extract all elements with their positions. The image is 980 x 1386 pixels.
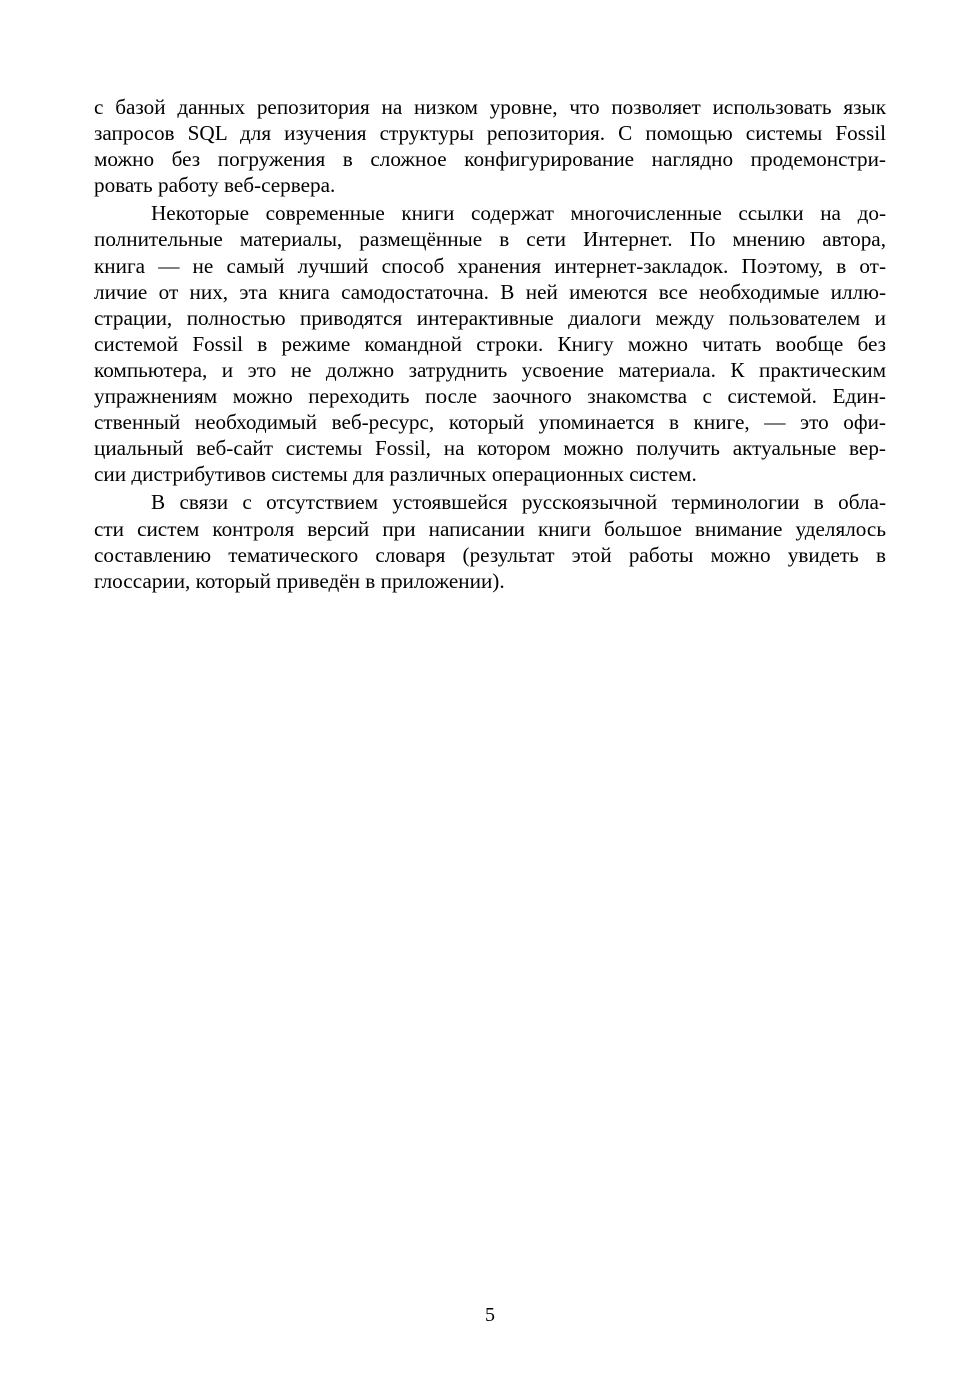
text-line: ровать работу веб-сервера. [94, 173, 336, 198]
text-line: системой Fossil в режиме командной строки. Книгу можно читать вообще без [94, 331, 886, 356]
body-text [94, 94, 886, 594]
paragraph-1 [94, 94, 886, 198]
text-line: полнительные материалы, размещённые в сети Интернет. По мнению автора, [94, 227, 886, 252]
text-line: глоссарии, который приведён в приложении). [94, 568, 505, 593]
text-line: можно без погружения в сложное конфигурирование наглядно продемонстри- [94, 147, 886, 172]
text-line: сти систем контроля версий при написании книги большое внимание уделялось [94, 516, 886, 541]
page-number: 5 [485, 1304, 495, 1326]
text-line: с базой данных репозитория на низком уровне, что позволяет использовать язык [94, 95, 886, 119]
paragraph-3 [94, 489, 886, 593]
paragraph-2 [94, 200, 886, 487]
text-line: упражнениям можно переходить после заочного знакомства с системой. Един- [94, 384, 886, 409]
text-line: ственный необходимый веб-ресурс, который упоминается в книге, — это офи- [94, 410, 886, 435]
text-line: В связи с отсутствием устоявшейся русскоязычной терминологии в обла- [151, 490, 886, 515]
text-line: циальный веб-сайт системы Fossil, на котором можно получить актуальные вер- [94, 436, 886, 461]
text-line: запросов SQL для изучения структуры репозитория. С помощью системы Fossil [94, 121, 886, 146]
text-line: составлению тематического словаря (результат этой работы можно увидеть в [94, 542, 886, 567]
text-line: страции, полностью приводятся интерактивные диалоги между пользователем и [94, 305, 886, 330]
text-line: Некоторые современные книги содержат многочисленные ссылки на до- [151, 201, 886, 226]
text-line: сии дистрибутивов системы для различных операционных систем. [94, 462, 697, 487]
text-line: личие от них, эта книга самодостаточна. В ней имеются все необходимые иллю- [94, 279, 886, 304]
text-line: книга — не самый лучший способ хранения интернет-закладок. Поэтому, в от- [94, 253, 886, 278]
text-line: компьютера, и это не должно затруднить усвоение материала. К практическим [94, 357, 886, 382]
